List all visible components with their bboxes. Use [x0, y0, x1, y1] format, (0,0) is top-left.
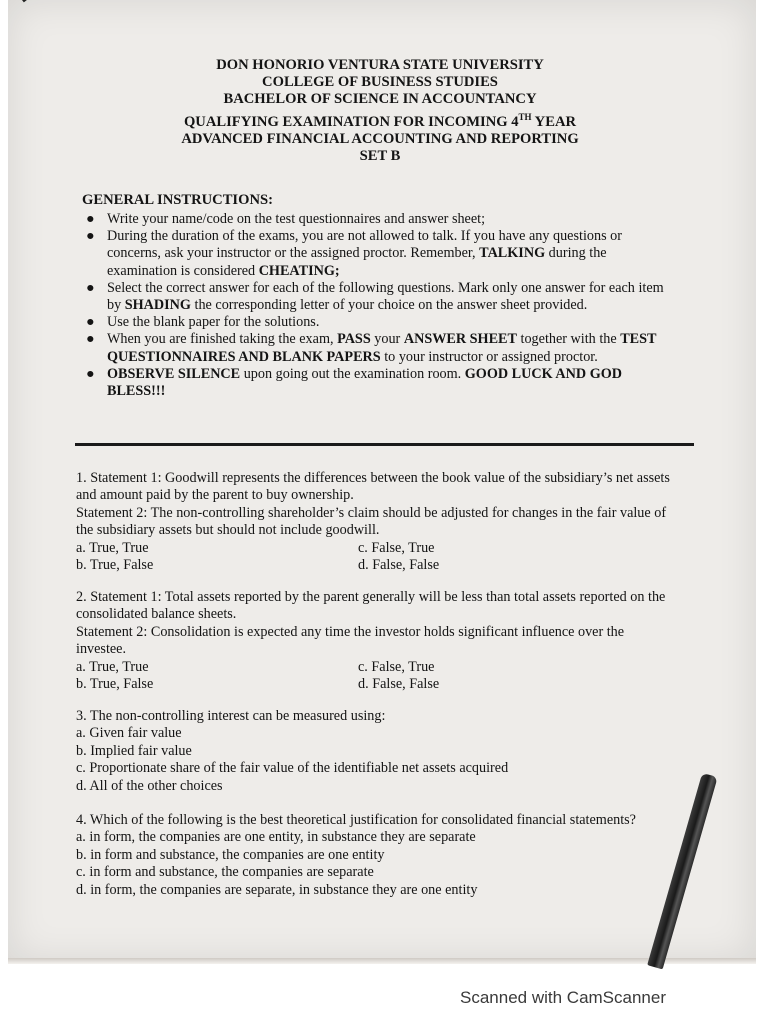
question-stem: 3. The non-controlling interest can be measured using:	[76, 708, 386, 724]
option-c: c. Proportionate share of the fair value of the identifiable net assets acquired	[76, 760, 509, 777]
divider-line	[75, 443, 694, 446]
option-c: c. False, True	[358, 658, 435, 675]
instructions-list	[86, 211, 671, 400]
instruction-item: ● Use the blank paper for the solutions.	[86, 314, 320, 331]
question-4	[76, 812, 636, 899]
question-2	[76, 589, 676, 694]
question-options	[76, 659, 676, 694]
option-b: b. in form and substance, the companies are one entity	[76, 846, 385, 863]
instruction-item: ● Select the correct answer for each of the following questions. Mark only one answer for each item by SHADING the corresponding letter of your choice on the answer sheet provided.	[86, 279, 664, 314]
exam-title: QUALIFYING EXAMINATION FOR INCOMING 4TH YEAR	[183, 111, 577, 130]
option-b: b. Implied fair value	[76, 742, 192, 759]
option-d: d. False, False	[358, 556, 440, 573]
instruction-item: ● OBSERVE SILENCE upon going out the examination room. GOOD LUCK AND GOD BLESS!!!	[86, 365, 623, 400]
instructions-title: GENERAL INSTRUCTIONS:	[82, 192, 273, 208]
subject-name: ADVANCED FINANCIAL ACCOUNTING AND REPORTING	[181, 130, 579, 147]
option-b: b. True, False	[76, 675, 154, 692]
option-c: c. False, True	[358, 539, 435, 556]
option-a: a. True, True	[76, 539, 149, 556]
option-a: a. True, True	[76, 658, 149, 675]
option-a: a. in form, the companies are one entity, in substance they are separate	[76, 829, 476, 846]
instruction-item: ● When you are finished taking the exam, PASS your ANSWER SHEET together with the TEST QUESTIONNAIRES AND BLANK PAPERS to your instructor or assigned proctor.	[86, 331, 657, 365]
exam-header	[0, 57, 760, 165]
question-1	[76, 470, 676, 575]
program-name: BACHELOR OF SCIENCE IN ACCOUNTANCY	[223, 91, 537, 108]
option-a: a. Given fair value	[76, 725, 182, 742]
question-options	[76, 540, 676, 575]
instruction-item: ● Write your name/code on the test questionnaires and answer sheet;	[86, 211, 486, 227]
university-name: DON HONORIO VENTURA STATE UNIVERSITY	[216, 57, 544, 73]
question-stem: 4. Which of the following is the best theoretical justification for consolidated financial statements?	[76, 812, 636, 828]
question-statement: 1. Statement 1: Goodwill represents the differences between the book value of the subsidiary’s net assets and amount paid by the parent to buy ownership.	[76, 470, 670, 504]
question-statement: Statement 2: Consolidation is expected any time the investor holds significant influence over the investee.	[76, 623, 625, 658]
set-label: SET B	[359, 148, 401, 165]
question-statement: 2. Statement 1: Total assets reported by the parent generally will be less than total assets reported on the consolidated balance sheets.	[76, 589, 666, 623]
college-name: COLLEGE OF BUSINESS STUDIES	[262, 74, 498, 91]
option-b: b. True, False	[76, 556, 154, 573]
option-d: d. False, False	[358, 675, 440, 692]
option-d: d. All of the other choices	[76, 777, 223, 794]
question-3	[76, 708, 676, 795]
paper-edge	[8, 958, 756, 964]
scanner-watermark: Scanned with CamScanner	[460, 988, 667, 1007]
option-d: d. in form, the companies are separate, in substance they are one entity	[76, 881, 478, 898]
question-statement: Statement 2: The non-controlling shareholder’s claim should be adjusted for changes in the fair value of the subsidiary assets but should not include goodwill.	[76, 504, 667, 539]
option-c: c. in form and substance, the companies are separate	[76, 864, 374, 881]
instruction-item: ● During the duration of the exams, you are not allowed to talk. If you have any questions or concerns, ask your instructor or the assigned proctor. Remember, TALKING during the examination is considered CHEATING;	[86, 228, 622, 279]
